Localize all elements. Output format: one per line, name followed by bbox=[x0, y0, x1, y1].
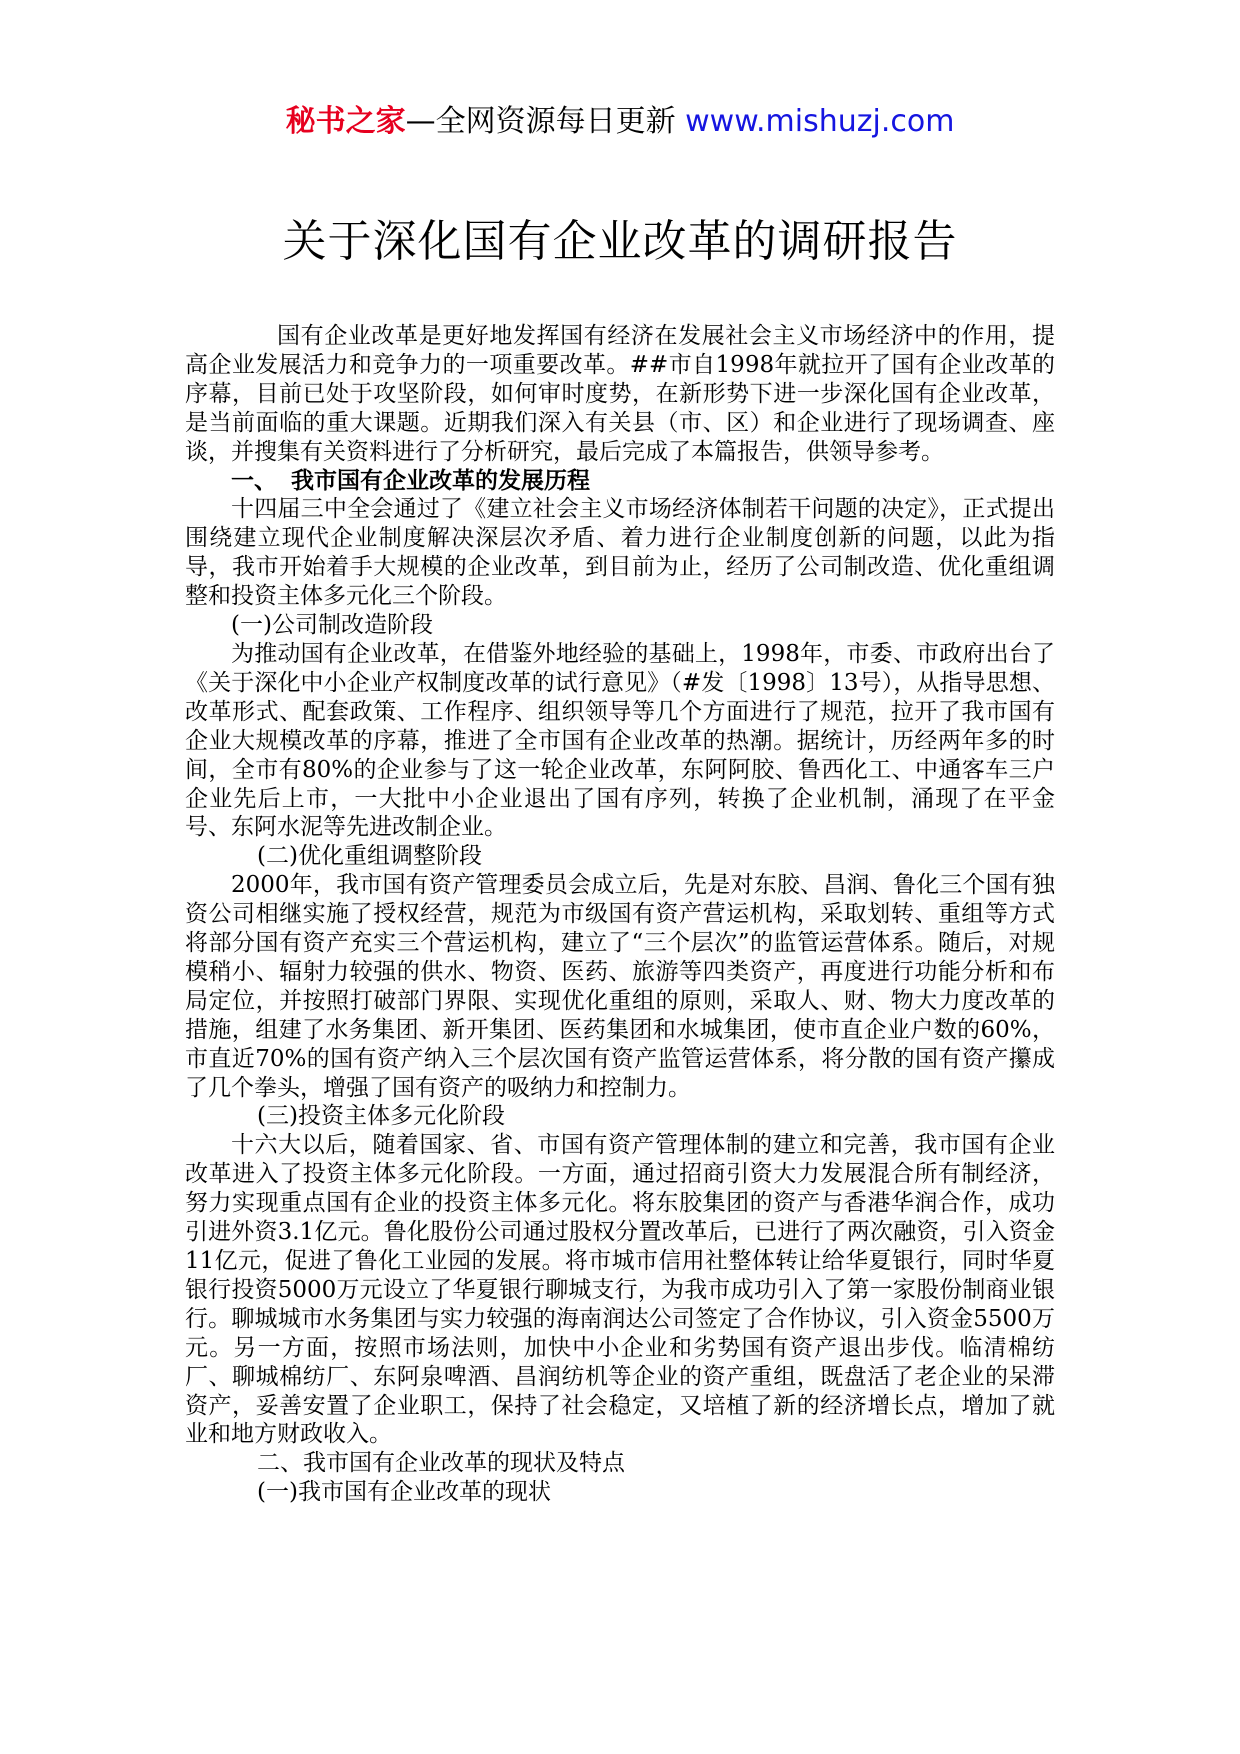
document-title: 关于深化国有企业改革的调研报告 bbox=[282, 216, 958, 267]
intro-paragraph: 国有企业改革是更好地发挥国有经济在发展社会主义市场经济中的作用，提高企业发展活力和竞争力的一项重要改革。##市自1998年就拉开了国有企业改革的序幕，目前已处于攻坚阶段，如何审时度势，在新形势下进一步深化国有企业改革，是当前面临的重大课题。近期我们深入有关县（市、区）和企业进行了现场调查、座谈，并搜集有关资料进行了分析研究，最后完成了本篇报告，供领导参考。 bbox=[185, 323, 1055, 465]
subsection-heading-1: (一)公司制改造阶段 bbox=[231, 612, 433, 639]
site-banner bbox=[0, 100, 1240, 144]
subsection-3-paragraph: 十六大以后，随着国家、省、市国有资产管理体制的建立和完善，我市国有企业改革进入了投资主体多元化阶段。一方面，通过招商引资大力发展混合所有制经济，努力实现重点国有企业的投资主体多元化。将东胶集团的资产与香港华润合作，成功引进外资3.1亿元。鲁化股份公司通过股权分置改革后，已进行了两次融资，引入资金11亿元，促进了鲁化工业园的发展。将市城市信用社整体转让给华夏银行，同时华夏银行投资5000万元设立了华夏银行聊城支行，为我市成功引入了第一家股份制商业银行。聊城城市水务集团与实力较强的海南润达公司签定了合作协议，引入资金5500万元。另一方面，按照市场法则，加快中小企业和劣势国有资产退出步伐。临清棉纺厂、聊城棉纺厂、东阿泉啤酒、昌润纺机等企业的资产重组，既盘活了老企业的呆滞资产，妥善安置了企业职工，保持了社会稳定，又培植了新的经济增长点，增加了就业和地方财政收入。 bbox=[185, 1132, 1055, 1448]
subsection-2-paragraph: 2000年，我市国有资产管理委员会成立后，先是对东胶、昌润、鲁化三个国有独资公司相继实施了授权经营，规范为市级国有资产营运机构，采取划转、重组等方式将部分国有资产充实三个营运机构，建立了“三个层次”的监管运营体系。随后，对规模稍小、辐射力较强的供水、物资、医药、旅游等四类资产，再度进行功能分析和布局定位，并按照打破部门界限、实现优化重组的原则，采取人、财、物大力度改革的措施，组建了水务集团、新开集团、医药集团和水城集团，使市直企业户数的60%，市直近70%的国有资产纳入三个层次国有资产监管运营体系，将分散的国有资产攥成了几个拳头，增强了国有资产的吸纳力和控制力。 bbox=[185, 872, 1055, 1101]
subsection-heading-3: (三)投资主体多元化阶段 bbox=[257, 1103, 505, 1130]
subsection-1-paragraph: 为推动国有企业改革，在借鉴外地经验的基础上，1998年，市委、市政府出台了《关于深化中小企业产权制度改革的试行意见》（#发〔1998〕13号），从指导思想、改革形式、配套政策、工作程序、组织领导等几个方面进行了规范，拉开了我市国有企业大规模改革的序幕，推进了全市国有企业改革的热潮。据统计，历经两年多的时间，全市有80%的企业参与了这一轮企业改革，东阿阿胶、鲁西化工、中通客车三户企业先后上市，一大批中小企业退出了国有序列，转换了企业机制，涌现了在平金号、东阿水泥等先进改制企业。 bbox=[185, 640, 1055, 841]
section-heading-text: 我市国有企业改革的发展历程 bbox=[291, 466, 590, 494]
section-2-subsection-heading-1: (一)我市国有企业改革的现状 bbox=[257, 1479, 551, 1506]
section-number: 一、 bbox=[231, 466, 277, 494]
document-body bbox=[185, 322, 1055, 1507]
section-1-paragraph: 十四届三中全会通过了《建立社会主义市场经济体制若干问题的决定》，正式提出围绕建立现代企业制度解决深层次矛盾、着力进行企业制度创新的问题，以此为指导，我市开始着手大规模的企业改革，到目前为止，经历了公司制改造、优化重组调整和投资主体多元化三个阶段。 bbox=[185, 496, 1055, 610]
subsection-heading-2: (二)优化重组调整阶段 bbox=[257, 843, 482, 870]
brand-slogan: —全网资源每日更新 bbox=[405, 104, 676, 139]
section-heading-2: 二、我市国有企业改革的现状及特点 bbox=[257, 1450, 625, 1477]
section-heading-1 bbox=[185, 467, 1055, 496]
website-link[interactable]: www.mishuzj.com bbox=[685, 104, 955, 139]
brand-name: 秘书之家 bbox=[285, 104, 406, 139]
